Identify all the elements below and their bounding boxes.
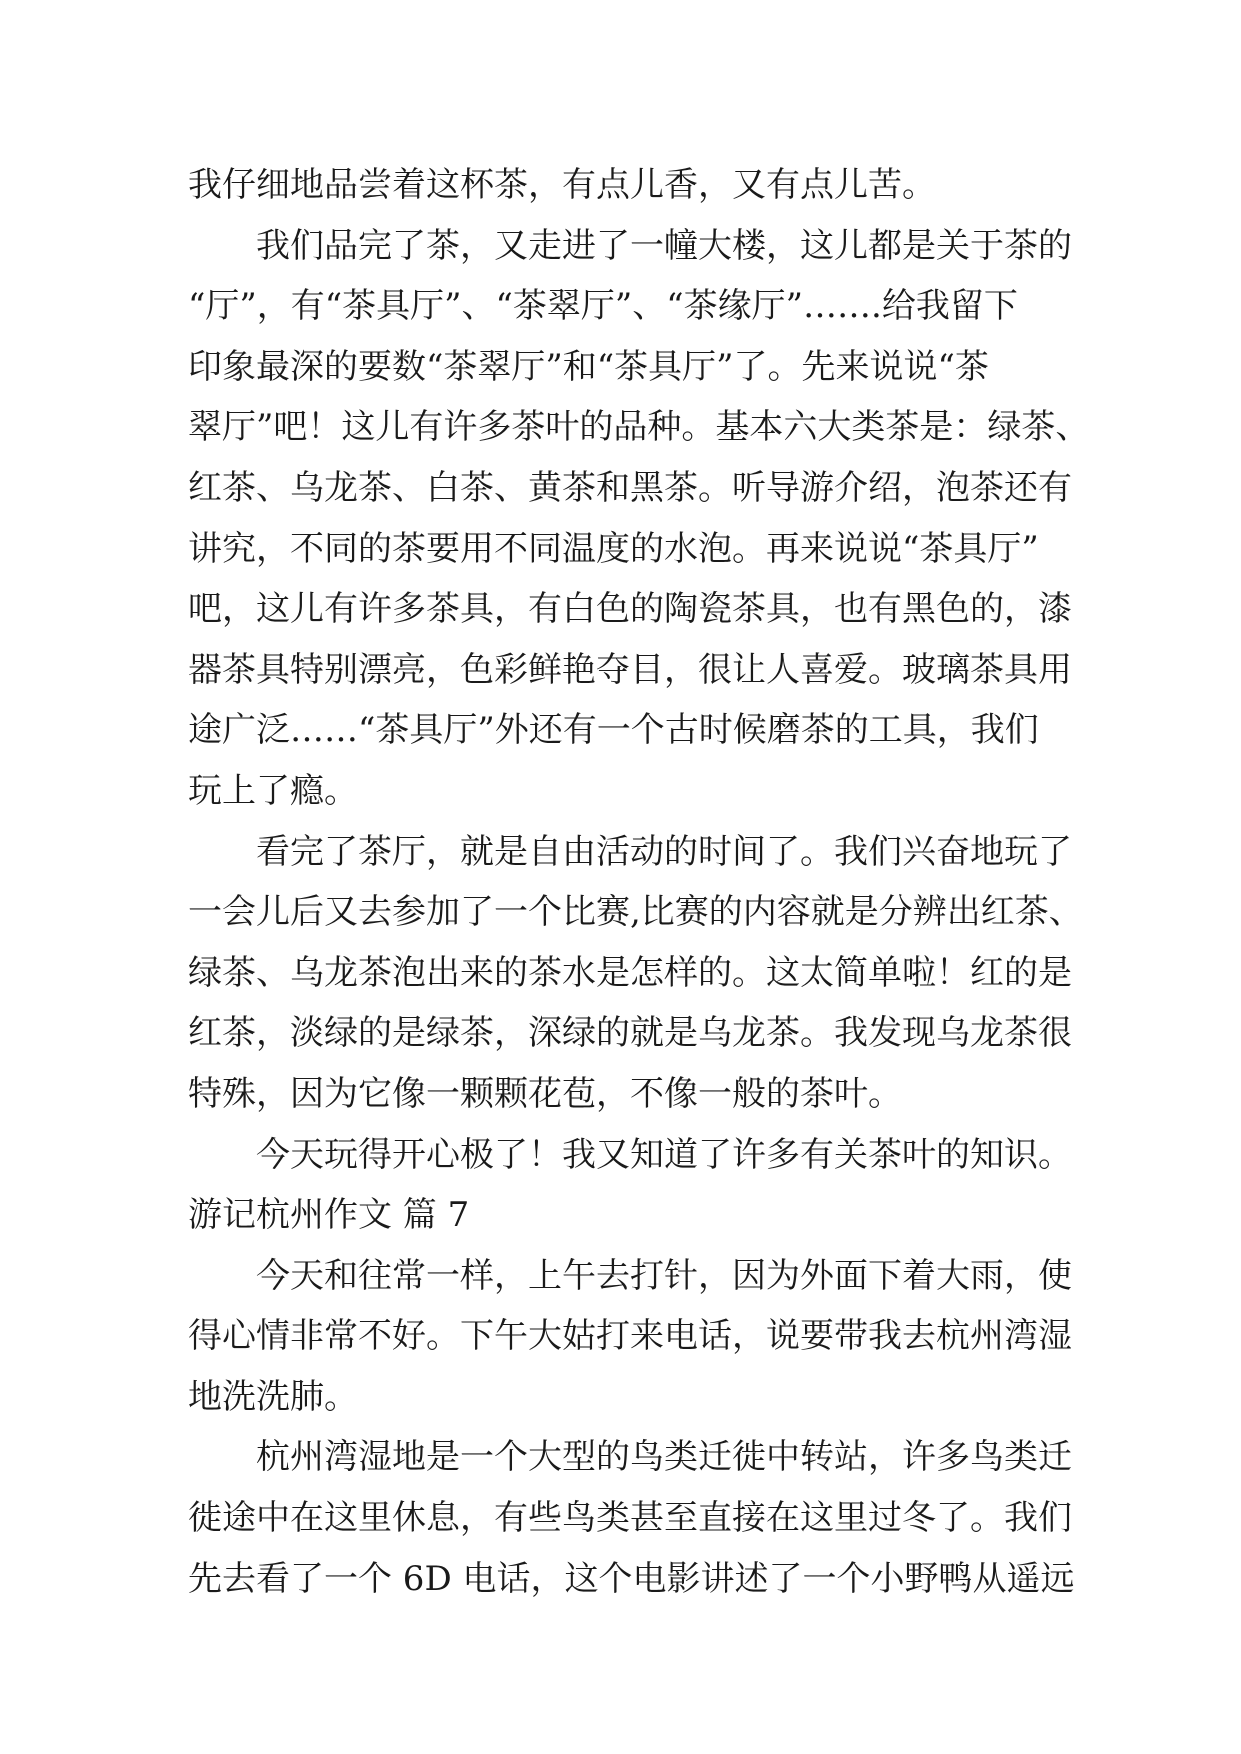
- text-line: 地洗洗肺。: [188, 1376, 358, 1417]
- text-line: 红茶、乌龙茶、白茶、黄茶和黑茶。听导游介绍，泡茶还有: [188, 467, 1072, 508]
- text-line: 红茶，淡绿的是绿茶，深绿的就是乌龙茶。我发现乌龙茶很: [188, 1013, 1072, 1054]
- text-line: 我们品完了茶，又走进了一幢大楼，这儿都是关于茶的: [256, 225, 1072, 266]
- text-line: 途广泛……“茶具厅”外还有一个古时候磨茶的工具，我们: [188, 710, 1039, 751]
- text-line: 今天和往常一样，上午去打针，因为外面下着大雨，使: [256, 1255, 1072, 1296]
- text-line: 徙途中在这里休息，有些鸟类甚至直接在这里过冬了。我们: [188, 1498, 1072, 1539]
- text-line: 绿茶、乌龙茶泡出来的茶水是怎样的。这太简单啦！红的是: [188, 952, 1072, 993]
- text-line: 一会儿后又去参加了一个比赛,比赛的内容就是分辨出红茶、: [188, 892, 1083, 933]
- text-line: 先去看了一个 6D 电话，这个电影讲述了一个小野鸭从遥远: [188, 1558, 1075, 1599]
- section-heading: 游记杭州作文 篇 7: [188, 1195, 470, 1236]
- text-line: 玩上了瘾。: [188, 770, 358, 811]
- text-line: 杭州湾湿地是一个大型的鸟类迁徙中转站，许多鸟类迁: [256, 1437, 1072, 1478]
- text-line: 今天玩得开心极了！我又知道了许多有关茶叶的知识。: [256, 1134, 1072, 1175]
- text-line: 器茶具特别漂亮，色彩鲜艳夺目，很让人喜爱。玻璃茶具用: [188, 649, 1072, 690]
- text-line: 翠厅”吧！这儿有许多茶叶的品种。基本六大类茶是：绿茶、: [188, 407, 1090, 448]
- text-line: 特殊，因为它像一颗颗花苞，不像一般的茶叶。: [188, 1073, 902, 1114]
- text-line: 印象最深的要数“茶翠厅”和“茶具厅”了。先来说说“茶: [188, 346, 989, 387]
- text-line: 吧，这儿有许多茶具，有白色的陶瓷茶具，也有黑色的，漆: [188, 589, 1072, 630]
- text-line: 讲究，不同的茶要用不同温度的水泡。再来说说“茶具厅”: [188, 528, 1039, 569]
- text-line: 看完了茶厅，就是自由活动的时间了。我们兴奋地玩了: [256, 831, 1072, 872]
- body-text: [188, 155, 1090, 1609]
- text-line: “厅”，有“茶具厅”、“茶翠厅”、“茶缘厅”…….给我留下: [188, 286, 1018, 327]
- text-line: 得心情非常不好。下午大姑打来电话，说要带我去杭州湾湿: [188, 1316, 1072, 1357]
- text-line: 我仔细地品尝着这杯茶，有点儿香，又有点儿苦。: [188, 165, 936, 205]
